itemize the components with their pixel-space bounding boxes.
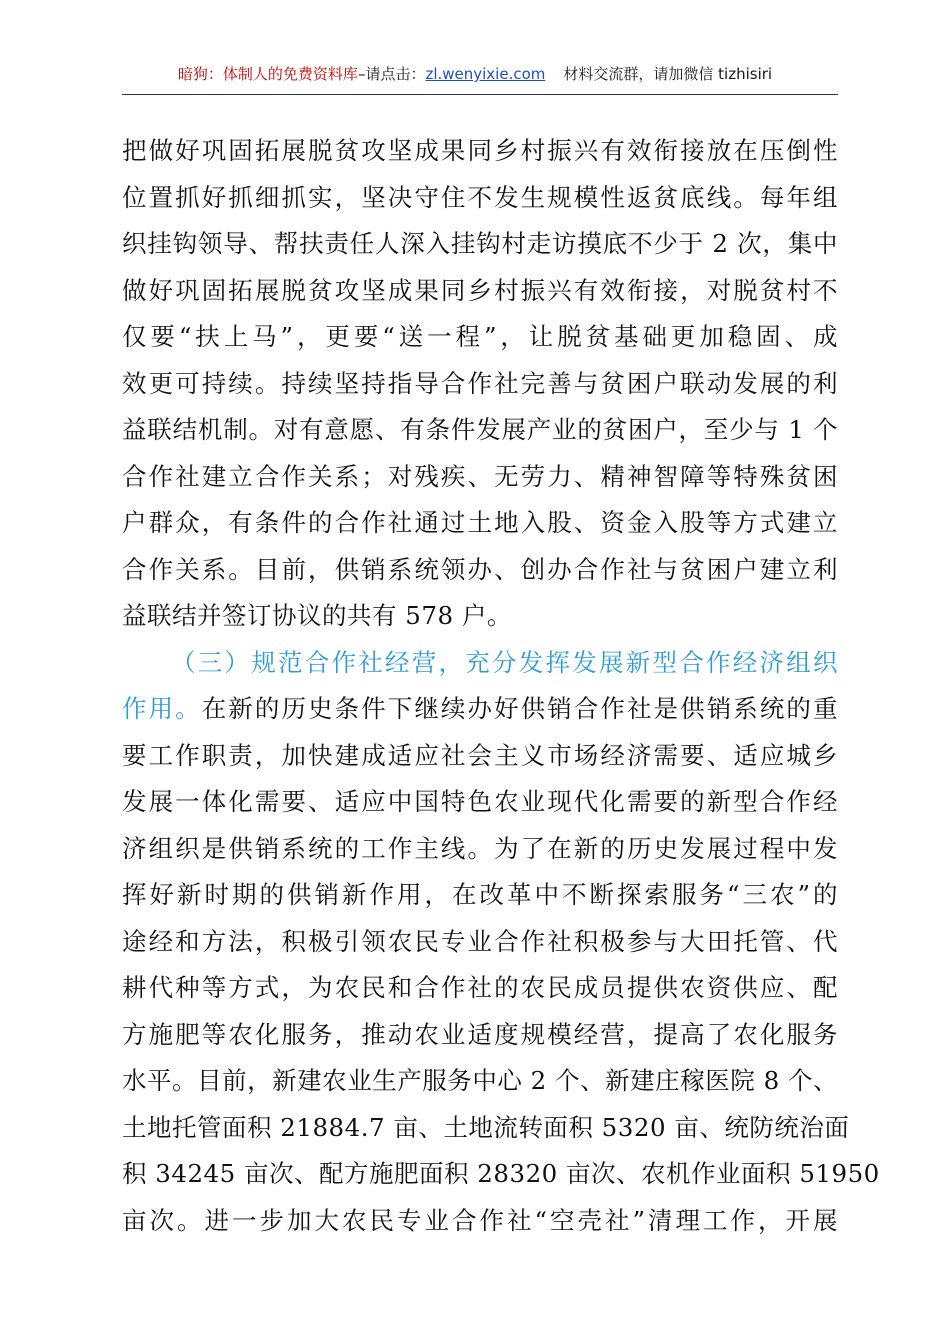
text-line: 合作关系。目前，供销系统领办、创办合作社与贫困户建立利 xyxy=(122,554,838,584)
text-line: 途经和方法，积极引领农民专业合作社积极参与大田托管、代 xyxy=(122,926,838,956)
text-line: 水平。目前，新建农业生产服务中心 2 个、新建庄稼医院 8 个、 xyxy=(122,1066,838,1095)
text-line xyxy=(122,686,838,733)
text-line: 效更可持续。持续坚持指导合作社完善与贫困户联动发展的利 xyxy=(122,368,838,398)
document-body xyxy=(122,128,880,1244)
text-line: 位置抓好抓细抓实，坚决守住不发生规模性返贫底线。每年组 xyxy=(122,182,838,212)
text-line: 户群众，有条件的合作社通过土地入股、资金入股等方式建立 xyxy=(122,508,838,537)
text-line: 益联结机制。对有意愿、有条件发展产业的贫困户，至少与 1 个 xyxy=(122,415,838,444)
text-line: 益联结并签订协议的共有 578 户。 xyxy=(122,601,512,630)
text-line: 合作社建立合作关系；对残疾、无劳力、精神智障等特殊贫困 xyxy=(122,461,838,491)
header-prompt-text: –请点击： xyxy=(357,65,426,83)
text-line-rest: 在新的历史条件下继续办好供销合作社是供销系统的重 xyxy=(201,694,839,723)
header-brand-text: 暗狗：体制人的免费资料库 xyxy=(177,65,358,83)
text-line: 方施肥等农化服务，推动农业适度规模经营，提高了农化服务 xyxy=(122,1019,838,1049)
header-divider xyxy=(122,94,838,95)
text-line: 发展一体化需要、适应中国特色农业现代化需要的新型合作经 xyxy=(122,787,838,816)
paragraph-poverty-alleviation xyxy=(122,128,838,640)
text-line: 挥好新时期的供销新作用，在改革中不断探索服务“三农”的 xyxy=(122,880,838,909)
text-line: 积 34245 亩次、配方施肥面积 28320 亩次、农机作业面积 51950 xyxy=(122,1159,880,1188)
text-line: 耕代种等方式，为农民和合作社的农民成员提供农资供应、配 xyxy=(122,973,838,1002)
text-line: 把做好巩固拓展脱贫攻坚成果同乡村振兴有效衔接放在压倒性 xyxy=(122,136,838,165)
text-line: 仅要“扶上马”，更要“送一程”，让脱贫基础更加稳固、成 xyxy=(122,322,838,351)
section-heading: （三）规范合作社经营，充分发挥发展新型合作经济组织 xyxy=(171,647,838,677)
text-line: 织挂钩领导、帮扶责任人深入挂钩村走访摸底不少于 2 次，集中 xyxy=(122,229,838,258)
section-heading-tail: 作用。 xyxy=(122,694,202,723)
paragraph-cooperative-management xyxy=(122,640,880,1245)
page-header xyxy=(0,62,950,86)
header-website-link[interactable]: zl.wenyixie.com xyxy=(425,65,546,83)
text-line: 亩次。进一步加大农民专业合作社“空壳社”清理工作，开展 xyxy=(122,1205,838,1235)
text-line: 济组织是供销系统的工作主线。为了在新的历史发展过程中发 xyxy=(122,833,838,863)
text-line: 要工作职责，加快建成适应社会主义市场经济需要、适应城乡 xyxy=(122,740,838,770)
header-contact-text: 材料交流群，请加微信 tizhisiri xyxy=(563,65,773,83)
text-line: 土地托管面积 21884.7 亩、土地流转面积 5320 亩、统防统治面 xyxy=(122,1112,850,1142)
text-line: 做好巩固拓展脱贫攻坚成果同乡村振兴有效衔接，对脱贫村不 xyxy=(122,275,838,305)
